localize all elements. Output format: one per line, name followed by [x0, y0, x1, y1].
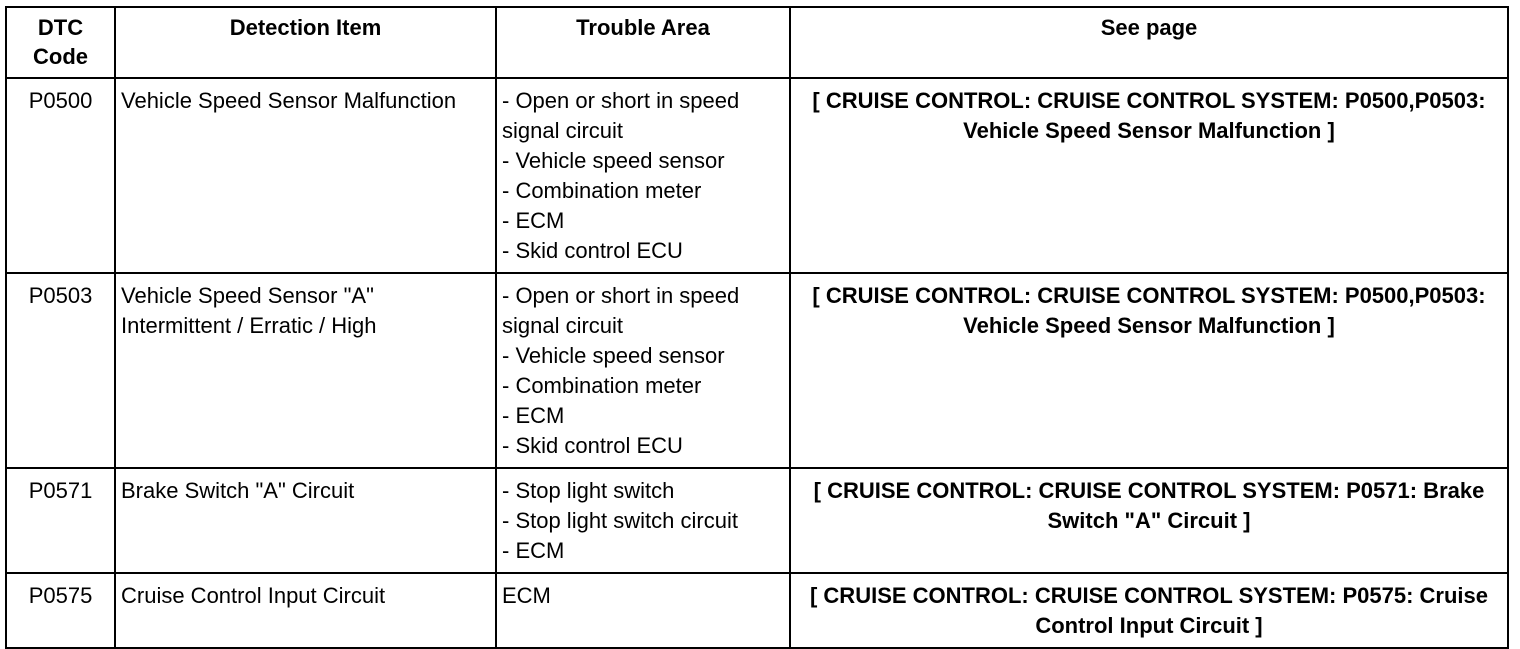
- header-dtc-code: [6, 7, 115, 78]
- detection-item-cell: Cruise Control Input Circuit: [115, 573, 496, 648]
- dtc-code-cell: P0571: [6, 468, 115, 573]
- trouble-area-cell: [496, 273, 790, 468]
- trouble-area-line: - Stop light switch circuit: [502, 508, 738, 533]
- trouble-area-line: - Vehicle speed sensor: [502, 343, 725, 368]
- trouble-area-line: - Combination meter: [502, 373, 702, 398]
- see-page-link[interactable]: [ CRUISE CONTROL: CRUISE CONTROL SYSTEM: P0500,P0503: Vehicle Speed Sensor Malfunction ]: [790, 273, 1508, 468]
- trouble-area-cell: [496, 468, 790, 573]
- header-dtc-line1: DTC: [37, 15, 84, 40]
- header-detection-item: Detection Item: [115, 7, 496, 78]
- header-dtc-line2: Code: [33, 44, 88, 69]
- table-row: [6, 573, 1508, 648]
- detection-item-cell: Vehicle Speed Sensor "A" Intermittent / Erratic / High: [115, 273, 496, 468]
- trouble-area-line: - Vehicle speed sensor: [502, 148, 725, 173]
- trouble-area-line: signal circuit: [502, 118, 624, 143]
- trouble-area-line: - Stop light switch: [502, 478, 675, 503]
- table-row: [6, 78, 1508, 273]
- trouble-area-line: - Skid control ECU: [502, 433, 683, 458]
- see-page-link[interactable]: [ CRUISE CONTROL: CRUISE CONTROL SYSTEM: P0500,P0503: Vehicle Speed Sensor Malfunction ]: [790, 78, 1508, 273]
- trouble-area-line: ECM: [502, 583, 551, 608]
- trouble-area-line: - Combination meter: [502, 178, 702, 203]
- header-see-page: See page: [790, 7, 1508, 78]
- trouble-area-line: - ECM: [502, 208, 565, 233]
- trouble-area-cell: [496, 78, 790, 273]
- trouble-area-cell: [496, 573, 790, 648]
- dtc-code-cell: P0575: [6, 573, 115, 648]
- header-trouble-area: Trouble Area: [496, 7, 790, 78]
- trouble-area-line: - ECM: [502, 403, 565, 428]
- table-row: [6, 468, 1508, 573]
- dtc-code-cell: P0503: [6, 273, 115, 468]
- see-page-link[interactable]: [ CRUISE CONTROL: CRUISE CONTROL SYSTEM: P0575: Cruise Control Input Circuit ]: [790, 573, 1508, 648]
- table-header-row: [6, 7, 1508, 78]
- table-row: [6, 273, 1508, 468]
- dtc-code-cell: P0500: [6, 78, 115, 273]
- detection-item-cell: Vehicle Speed Sensor Malfunction: [115, 78, 496, 273]
- trouble-area-line: signal circuit: [502, 313, 624, 338]
- trouble-area-line: - Open or short in speed: [502, 283, 740, 308]
- detection-item-cell: Brake Switch "A" Circuit: [115, 468, 496, 573]
- dtc-table: [5, 6, 1509, 649]
- trouble-area-line: - Open or short in speed: [502, 88, 740, 113]
- trouble-area-line: - ECM: [502, 538, 565, 563]
- trouble-area-line: - Skid control ECU: [502, 238, 683, 263]
- see-page-link[interactable]: [ CRUISE CONTROL: CRUISE CONTROL SYSTEM: P0571: Brake Switch "A" Circuit ]: [790, 468, 1508, 573]
